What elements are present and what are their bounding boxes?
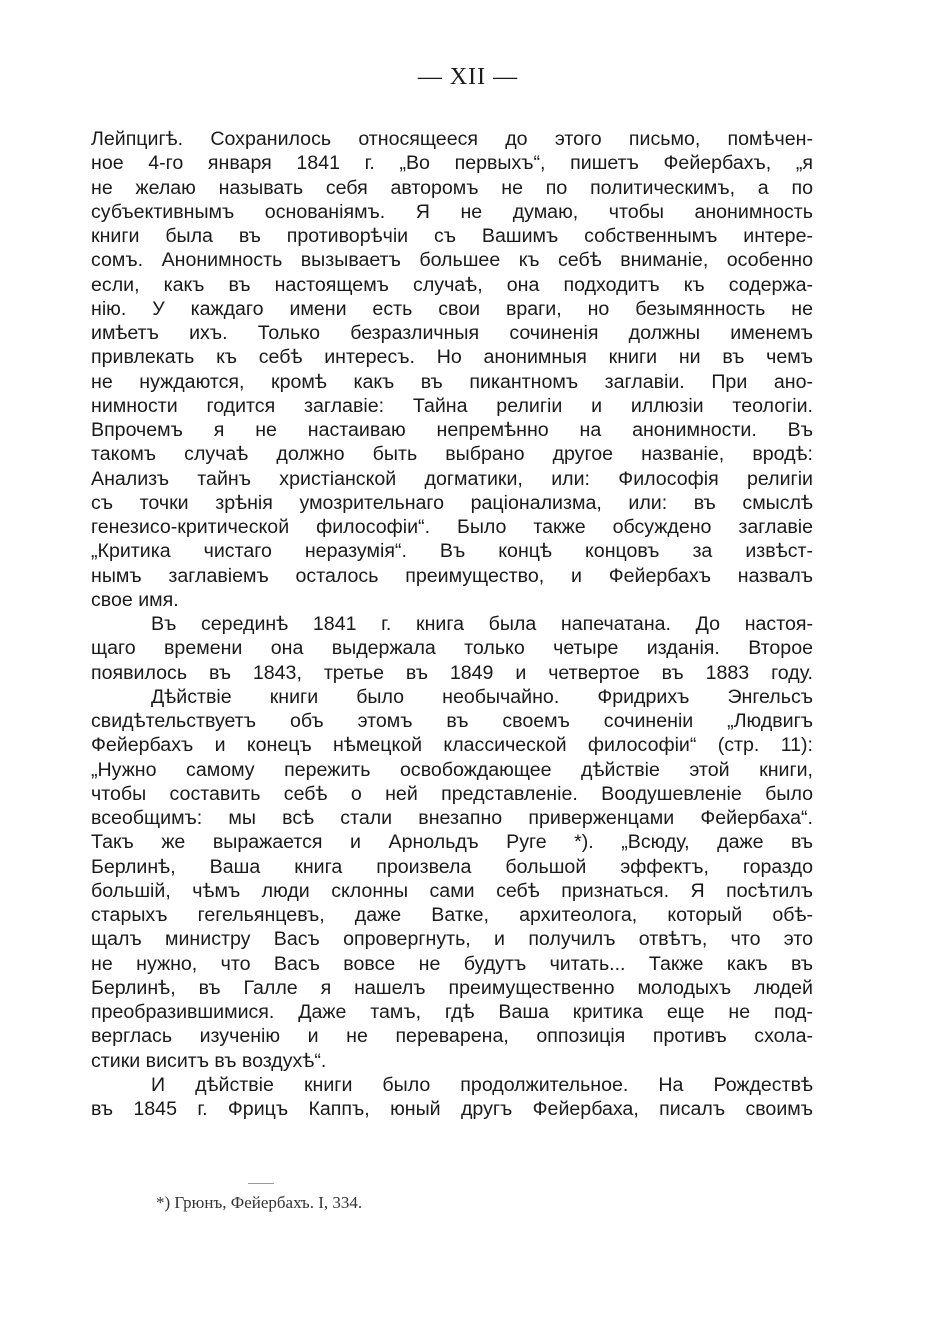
text-line: привлекать къ себѣ интересъ. Но анонимныя книги ни въ чемъ	[91, 346, 813, 369]
text-line: Дѣйствіе книги было необычайно. Фридрихъ Энгельсъ	[151, 685, 813, 708]
text-line: такомъ случаѣ должно быть выбрано другое названіе, вродѣ:	[91, 443, 813, 466]
footnote: *) Грюнъ, Фейербахъ. I, 334.	[156, 1193, 363, 1212]
text-line: щалъ министру Васъ опровергнуть, и получилъ отвѣтъ, что это	[91, 928, 813, 951]
text-line: нымъ заглавіемъ осталось преимущество, и Фейербахъ назвалъ	[91, 564, 813, 587]
page-number: — XII —	[417, 64, 519, 90]
text-line: не нуждаются, кромѣ какъ въ пикантномъ заглавіи. При ано-	[91, 370, 813, 393]
text-line: Фейербахъ и конецъ нѣмецкой классической философіи“ (стр. 11):	[91, 734, 813, 757]
text-line: преобразившимися. Даже тамъ, гдѣ Ваша критика еще не под-	[91, 1001, 813, 1023]
text-line: Въ серединѣ 1841 г. книга была напечатана. До настоя-	[151, 613, 813, 635]
text-line: ное 4-го января 1841 г. „Во первыхъ“, пишетъ Фейербахъ, „я	[91, 152, 813, 175]
text-line: „Нужно самому пережить освобождающее дѣйствіе этой книги,	[91, 758, 813, 781]
text-line: не желаю называть себя авторомъ не по политическимъ, а по	[91, 176, 813, 199]
text-line: стики виситъ въ воздухѣ“.	[91, 1049, 327, 1072]
text-line: свидѣтельствуетъ объ этомъ въ своемъ сочиненіи „Людвигъ	[91, 710, 813, 732]
text-line: чтобы составить себѣ о ней представленіе. Воодушевленіе было	[91, 782, 813, 805]
text-line: старыхъ гегельянцевъ, даже Ватке, архитеолога, который обѣ-	[91, 904, 813, 926]
text-line: сомъ. Анонимность вызываетъ большее къ себѣ вниманіе, особенно	[91, 249, 813, 272]
text-line: Берлинѣ, Ваша книга произвела большой эффектъ, гораздо	[91, 855, 813, 878]
text-line: свое имя.	[91, 588, 179, 611]
text-line: генезисо-критической философіи“. Было также обсуждено заглавіе	[91, 516, 813, 538]
text-line: въ 1845 г. Фрицъ Каппъ, юный другъ Фейербаха, писалъ своимъ	[91, 1098, 813, 1120]
text-line: если, какъ въ настоящемъ случаѣ, она подходитъ къ содержа-	[91, 273, 813, 296]
text-line: всеобщимъ: мы всѣ стали внезапно приверженцами Фейербаха“.	[91, 807, 813, 829]
text-line: нимности годится заглавіе: Тайна религіи и иллюзіи теологіи.	[91, 394, 813, 417]
text-line: Берлинѣ, въ Галле я нашелъ преимущественно молодыхъ людей	[91, 976, 813, 999]
text-line: появилось въ 1843, третье въ 1849 и четвертое въ 1883 году.	[91, 661, 813, 684]
text-line: Впрочемъ я не настаиваю непремѣнно на анонимности. Въ	[91, 419, 813, 441]
footnote-divider	[248, 1183, 274, 1184]
text-line: Анализъ тайнъ христіанской догматики, или: Философія религіи	[91, 467, 813, 490]
text-line: книги была въ противорѣчіи съ Вашимъ собственнымъ интере-	[91, 225, 813, 247]
text-line: большій, чѣмъ люди склонны сами себѣ признаться. Я посѣтилъ	[91, 879, 813, 902]
body-text	[91, 127, 813, 1121]
text-line: имѣетъ ихъ. Только безразличныя сочиненія должны именемъ	[91, 322, 813, 344]
text-line: съ точки зрѣнія умозрительнаго раціонализма, или: въ смыслѣ	[91, 491, 813, 514]
text-line: „Критика чистаго неразумія“. Въ концѣ концовъ за извѣст-	[91, 540, 813, 563]
text-line: И дѣйствіе книги было продолжительное. На Рождествѣ	[151, 1073, 813, 1096]
text-line: не нужно, что Васъ вовсе не будутъ читать... Также какъ въ	[91, 952, 813, 975]
text-line: верглась изученію и не переварена, оппозиція противъ схола-	[91, 1025, 813, 1048]
text-line: Лейпцигѣ. Сохранилось относящееся до этого письмо, помѣчен-	[91, 128, 813, 150]
text-line: Такъ же выражается и Арнольдъ Руге *). „Всюду, даже въ	[91, 831, 813, 854]
text-line: субъективнымъ основаніямъ. Я не думаю, чтобы анонимность	[91, 200, 813, 223]
text-line: нію. У каждаго имени есть свои враги, но безымянность не	[91, 297, 813, 320]
text-line: щаго времени она выдержала только четыре изданія. Второе	[91, 637, 813, 660]
